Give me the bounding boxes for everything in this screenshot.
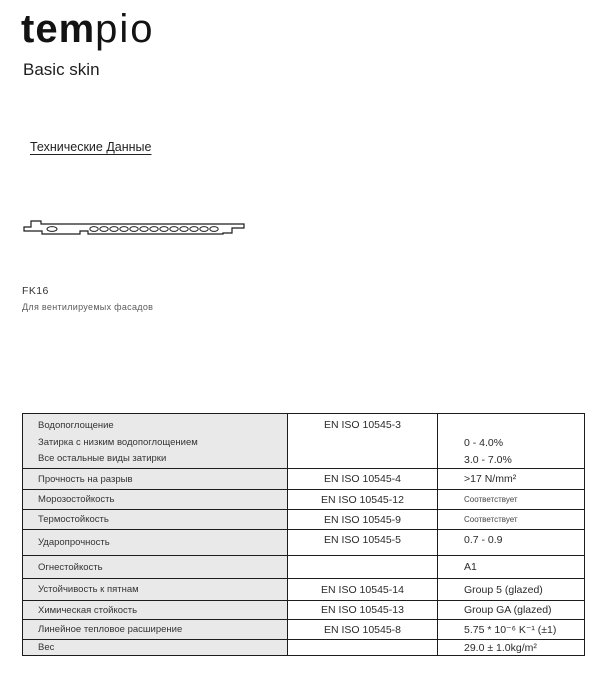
row-value-cell <box>438 556 584 578</box>
row-value: 0.7 - 0.9 <box>464 534 503 546</box>
table-row <box>23 555 584 578</box>
row-label: Термостойкость <box>38 514 109 525</box>
row-label-cell <box>23 601 288 619</box>
panel-cross-section-drawing <box>22 217 252 239</box>
standard-code: EN ISO 10545-13 <box>321 604 404 616</box>
row-value: >17 N/mm² <box>464 473 517 485</box>
standard-code: EN ISO 10545-8 <box>323 623 402 636</box>
row-value-cell <box>438 530 584 555</box>
row-value-cell <box>438 469 584 489</box>
row-label: Химическая стойкость <box>38 604 138 616</box>
row-label: Прочность на разрыв <box>38 473 133 485</box>
row-label: Все остальные виды затирки <box>38 453 167 464</box>
logo-light-segment: pio <box>95 7 155 51</box>
row-value-cell <box>438 640 584 655</box>
technical-data-table <box>22 413 585 656</box>
row-label-cell <box>23 556 288 578</box>
row-label-cell <box>23 620 288 639</box>
row-value: Group 5 (glazed) <box>464 583 543 596</box>
row-label-cell <box>23 640 288 655</box>
row-value: Соответствует <box>464 495 518 504</box>
standard-code: EN ISO 10545-5 <box>323 534 402 546</box>
row-standard-cell <box>288 530 438 555</box>
row-value: Group GA (glazed) <box>464 604 552 616</box>
row-value: 3.0 - 7.0% <box>464 453 512 466</box>
row-standard-cell <box>288 620 438 639</box>
table-row <box>23 600 584 619</box>
table-row <box>23 509 584 529</box>
row-value: 0 - 4.0% <box>464 437 504 449</box>
row-label-cell <box>23 510 288 529</box>
table-row <box>23 468 584 489</box>
row-label-cell <box>23 530 288 555</box>
row-value-cell <box>438 620 584 639</box>
row-label: Водопоглощение <box>38 420 114 431</box>
row-value: Соответствует <box>464 515 518 524</box>
table-row <box>23 639 584 655</box>
row-label: Вес <box>38 642 55 653</box>
row-standard-cell <box>288 579 438 600</box>
table-row <box>23 414 584 468</box>
row-value: 29.0 ± 1.0kg/m² <box>464 641 537 654</box>
logo-bold-segment: tem <box>21 7 96 51</box>
brand-logo <box>21 4 155 54</box>
standard-code: EN ISO 10545-14 <box>321 583 404 596</box>
section-heading: Технические Данные <box>30 140 152 154</box>
row-label-cell <box>23 579 288 600</box>
table-row <box>23 619 584 639</box>
row-value: A1 <box>464 561 477 573</box>
row-label: Устойчивость к пятнам <box>38 584 139 595</box>
row-value-cell <box>438 414 584 468</box>
row-label-cell <box>23 469 288 489</box>
table-row <box>23 489 584 509</box>
row-standard-cell <box>288 640 438 655</box>
row-label: Огнестойкость <box>38 561 103 573</box>
row-label-cell <box>23 490 288 509</box>
standard-code: EN ISO 10545-4 <box>323 473 402 485</box>
row-value-cell <box>438 490 584 509</box>
row-standard-cell <box>288 469 438 489</box>
row-value: 5.75 * 10⁻⁶ K⁻¹ (±1) <box>464 623 557 636</box>
product-code: FK16 <box>22 285 49 297</box>
row-standard-cell <box>288 601 438 619</box>
product-line-subtitle: Basic skin <box>23 60 100 79</box>
table-row <box>23 529 584 555</box>
row-value-cell <box>438 510 584 529</box>
product-description: Для вентилируемых фасадов <box>22 302 154 312</box>
row-standard-cell <box>288 490 438 509</box>
row-standard-cell <box>288 510 438 529</box>
row-value-cell <box>438 601 584 619</box>
standard-code: EN ISO 10545-9 <box>323 513 402 526</box>
row-label: Затирка с низким водопоглощением <box>38 436 198 448</box>
row-label: Ударопрочность <box>38 537 110 548</box>
table-row <box>23 578 584 600</box>
row-label: Морозостойкость <box>38 494 115 505</box>
row-value-cell <box>438 579 584 600</box>
standard-code: EN ISO 10545-12 <box>321 493 404 506</box>
standard-code: EN ISO 10545-3 <box>323 419 402 431</box>
row-label: Линейное тепловое расширение <box>38 624 183 635</box>
row-label-cell <box>23 414 288 468</box>
row-standard-cell <box>288 556 438 578</box>
row-standard-cell <box>288 414 438 468</box>
